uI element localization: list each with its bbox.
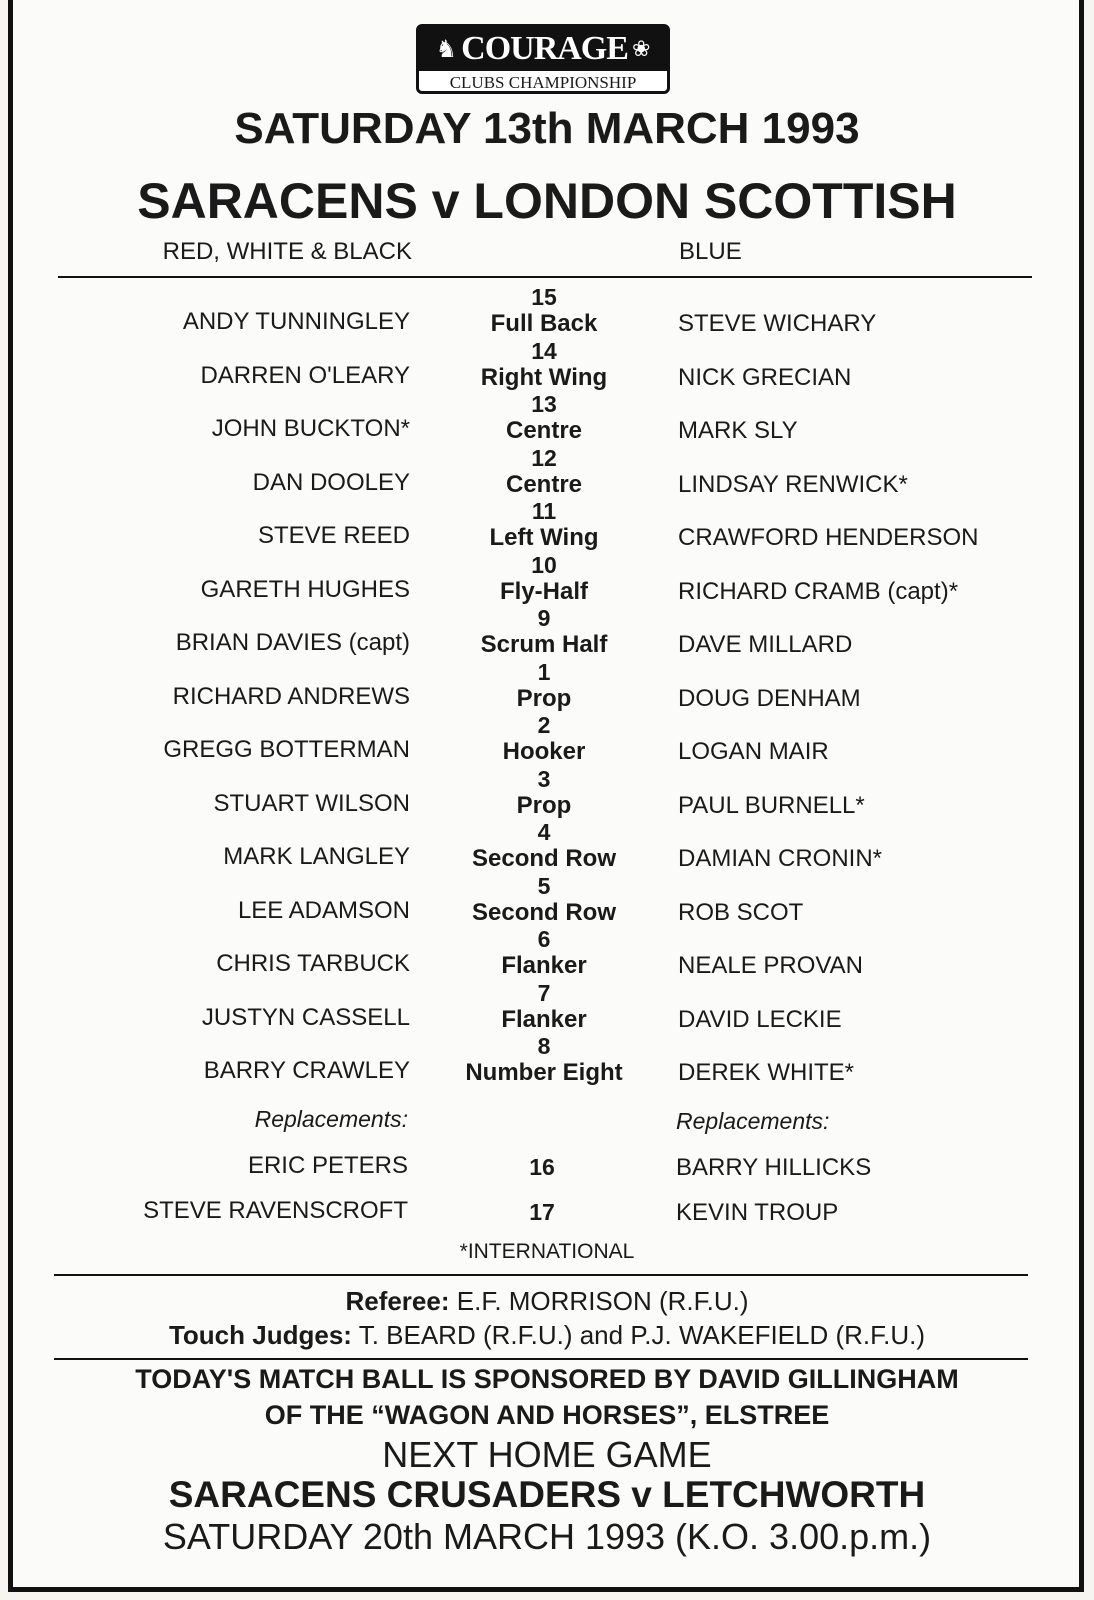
away-colours: BLUE (679, 238, 742, 265)
match-date: SATURDAY 13th MARCH 1993 (234, 104, 860, 153)
divider-top (58, 276, 1032, 278)
home-player: ANDY TUNNINGLEY (182, 308, 410, 335)
cockerel-icon: ♞ (435, 35, 458, 63)
match-title: SARACENS v LONDON SCOTTISH (137, 173, 957, 229)
touch-judges-label: Touch Judges: (168, 1320, 352, 1350)
logo-banner (419, 27, 667, 71)
shirt-number: 1 (537, 658, 551, 685)
position-name: Prop (516, 791, 572, 819)
shirt-number: 13 (531, 391, 557, 417)
away-player: MARK SLY (678, 417, 798, 444)
divider-sponsor (54, 1358, 1028, 1360)
away-player: LINDSAY RENWICK* (678, 470, 908, 498)
team-roster (0, 284, 1094, 1087)
referee-label: Referee: (345, 1286, 450, 1316)
home-replacement-2: STEVE RAVENSCROFT (143, 1197, 408, 1224)
roster-row (0, 819, 1094, 873)
replacement-number-1: 16 (529, 1154, 555, 1180)
home-player: GARETH HUGHES (200, 575, 410, 603)
roster-row (0, 605, 1094, 659)
position-name: Number Eight (465, 1059, 623, 1086)
away-player: DEREK WHITE* (678, 1059, 855, 1086)
roster-row (0, 391, 1094, 445)
away-replacement-1: BARRY HILLICKS (676, 1154, 872, 1181)
shirt-number: 2 (537, 712, 551, 738)
away-player: DAVID LECKIE (678, 1005, 842, 1033)
position-name: Flanker (501, 952, 587, 979)
away-replacements-label: Replacements: (676, 1108, 830, 1134)
home-player: BARRY CRAWLEY (203, 1057, 410, 1084)
home-player: MARK LANGLEY (223, 843, 410, 870)
home-player: STUART WILSON (213, 789, 410, 817)
away-player: RICHARD CRAMB (capt)* (678, 577, 959, 605)
roster-row (0, 1033, 1094, 1087)
shirt-number: 5 (537, 872, 551, 899)
away-player: LOGAN MAIR (678, 738, 829, 765)
roster-row (0, 498, 1094, 552)
home-player: CHRIS TARBUCK (216, 950, 410, 977)
roster-row (0, 659, 1094, 713)
rose-icon: ❀ (631, 36, 651, 61)
position-name: Hooker (502, 738, 586, 765)
shirt-number: 7 (537, 979, 551, 1006)
away-replacement-2: KEVIN TROUP (676, 1199, 839, 1226)
roster-row (0, 338, 1094, 392)
away-player: DAMIAN CRONIN* (678, 845, 883, 872)
home-player: STEVE REED (257, 522, 410, 549)
position-name: Centre (505, 417, 583, 444)
position-name: Centre (505, 470, 583, 498)
sponsor-line-2: OF THE “WAGON AND HORSES”, ELSTREE (264, 1400, 830, 1430)
next-game-heading: NEXT HOME GAME (382, 1434, 712, 1475)
position-name: Full Back (490, 310, 598, 337)
roster-row (0, 980, 1094, 1034)
position-name: Second Row (471, 898, 616, 926)
away-player: DAVE MILLARD (678, 631, 853, 658)
shirt-number: 11 (531, 498, 557, 524)
next-game-date: SATURDAY 20th MARCH 1993 (K.O. 3.00.p.m.) (162, 1516, 932, 1557)
logo-brand: COURAGE (461, 30, 628, 67)
roster-row (0, 712, 1094, 766)
shirt-number: 9 (537, 605, 551, 631)
home-player: GREGG BOTTERMAN (163, 736, 410, 763)
home-player: JOHN BUCKTON* (211, 415, 410, 442)
position-name: Right Wing (480, 363, 608, 391)
position-name: Left Wing (489, 524, 599, 551)
position-name: Scrum Half (480, 631, 608, 658)
referee-name: E.F. MORRISON (R.F.U.) (456, 1286, 749, 1316)
home-colours: RED, WHITE & BLACK (162, 238, 412, 265)
logo-subtitle: CLUBS CHAMPIONSHIP (449, 73, 637, 92)
shirt-number: 15 (531, 284, 557, 310)
away-player: STEVE WICHARY (678, 310, 877, 337)
away-player: NICK GRECIAN (678, 363, 852, 391)
roster-row (0, 445, 1094, 499)
international-note: *INTERNATIONAL (459, 1240, 635, 1263)
away-player: DOUG DENHAM (678, 684, 861, 712)
home-player: DAN DOOLEY (252, 468, 410, 496)
position-name: Flanker (501, 1005, 587, 1033)
position-name: Second Row (471, 845, 616, 872)
next-game-match: SARACENS CRUSADERS v LETCHWORTH (168, 1474, 926, 1515)
home-player: BRIAN DAVIES (capt) (175, 629, 410, 656)
roster-row (0, 552, 1094, 606)
home-player: LEE ADAMSON (237, 896, 410, 924)
away-player: ROB SCOT (678, 898, 804, 926)
referee-line (0, 1286, 1094, 1317)
home-replacements-label: Replacements: (254, 1106, 408, 1132)
shirt-number: 10 (531, 551, 557, 578)
shirt-number: 8 (537, 1033, 551, 1059)
away-player: NEALE PROVAN (678, 952, 863, 979)
sponsor-line-1: TODAY'S MATCH BALL IS SPONSORED BY DAVID GILLINGHAM (135, 1364, 959, 1394)
position-name: Prop (516, 684, 572, 712)
home-player: RICHARD ANDREWS (172, 682, 410, 710)
divider-officials (54, 1274, 1028, 1276)
shirt-number: 3 (537, 765, 551, 792)
roster-row (0, 284, 1094, 338)
replacement-number-2: 17 (529, 1199, 555, 1225)
roster-row (0, 873, 1094, 927)
shirt-number: 14 (531, 337, 557, 364)
touch-judges-names: T. BEARD (R.F.U.) and P.J. WAKEFIELD (R.F.U.) (358, 1320, 926, 1350)
courage-logo (416, 24, 670, 94)
position-name: Fly-Half (499, 577, 588, 605)
touch-judges-line (0, 1320, 1094, 1351)
home-player: JUSTYN CASSELL (201, 1003, 410, 1031)
shirt-number: 6 (537, 926, 551, 952)
home-player: DARREN O'LEARY (200, 361, 410, 389)
away-player: PAUL BURNELL* (678, 791, 865, 819)
shirt-number: 4 (537, 819, 551, 845)
roster-row (0, 766, 1094, 820)
away-player: CRAWFORD HENDERSON (678, 524, 979, 551)
roster-row (0, 926, 1094, 980)
shirt-number: 12 (531, 444, 557, 471)
home-replacement-1: ERIC PETERS (247, 1152, 408, 1179)
